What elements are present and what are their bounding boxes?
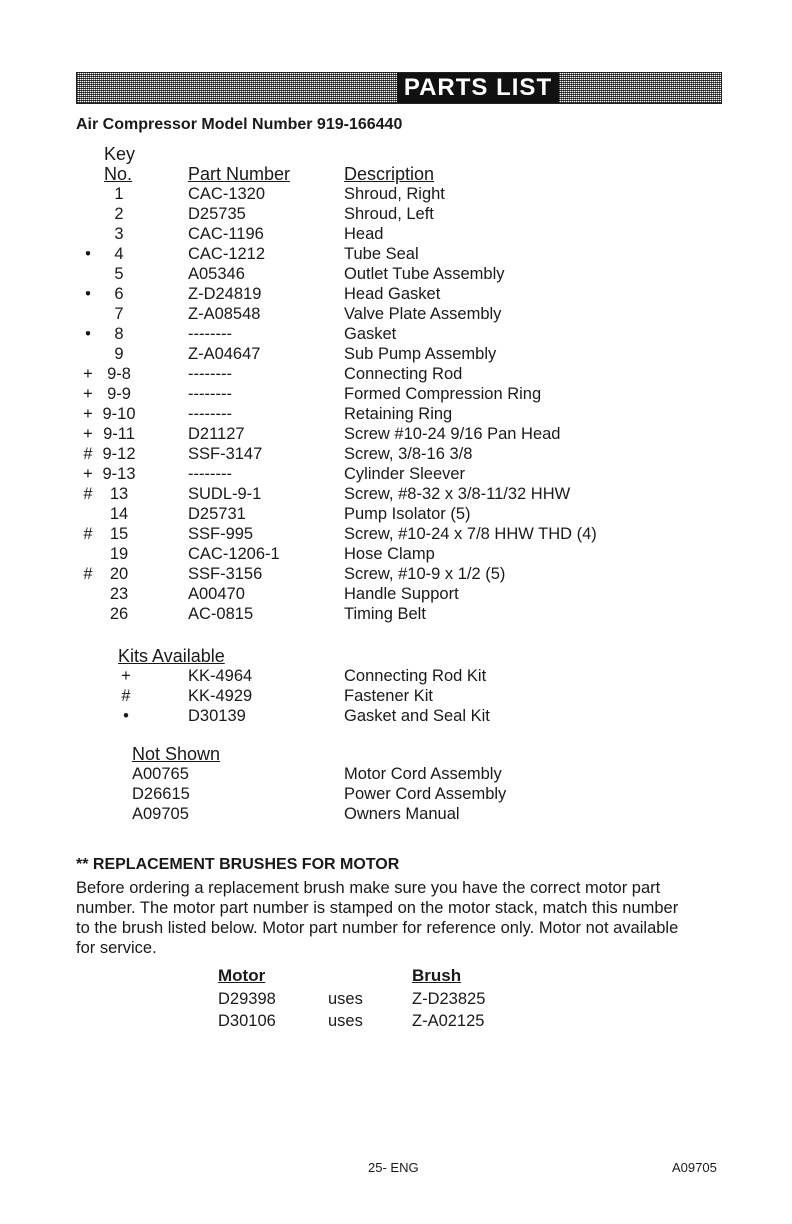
- parts-row: [0, 584, 792, 604]
- part-number: --------: [188, 385, 232, 403]
- part-description: Sub Pump Assembly: [344, 345, 497, 363]
- part-number: Z-A04647: [188, 345, 261, 363]
- part-number: SSF-3147: [188, 445, 263, 463]
- row-marker: #: [83, 445, 93, 463]
- part-description: Outlet Tube Assembly: [344, 265, 505, 283]
- parts-row: [0, 384, 792, 404]
- model-number-heading: Air Compressor Model Number 919-166440: [76, 116, 403, 133]
- parts-row: [0, 224, 792, 244]
- part-number: SSF-3156: [188, 565, 263, 583]
- part-description: Tube Seal: [344, 245, 419, 263]
- parts-row: [0, 444, 792, 464]
- brush-number: Z-A02125: [412, 1012, 485, 1030]
- part-number: Z-D24819: [188, 285, 262, 303]
- parts-row: [0, 244, 792, 264]
- kit-part-number: KK-4929: [188, 687, 253, 705]
- key-number: 9-10: [102, 405, 136, 423]
- part-description: Head: [344, 225, 384, 243]
- parts-row: [0, 404, 792, 424]
- parts-row: [0, 504, 792, 524]
- key-number: 3: [114, 225, 124, 243]
- key-number: 9: [114, 345, 124, 363]
- parts-list-banner: [76, 72, 722, 104]
- key-number: 6: [114, 285, 124, 303]
- uses-label: uses: [328, 990, 363, 1008]
- kits-available-title: Kits Available: [118, 646, 225, 666]
- motor-brush-table: [0, 988, 792, 1032]
- part-number: AC-0815: [188, 605, 254, 623]
- part-description: Screw, #10-9 x 1/2 (5): [344, 565, 506, 583]
- part-description: Cylinder Sleever: [344, 465, 466, 483]
- kit-part-number: D30139: [188, 707, 246, 725]
- motor-header: Motor: [218, 966, 266, 985]
- part-description: Gasket: [344, 325, 397, 343]
- part-description: Screw, 3/8-16 3/8: [344, 445, 473, 463]
- header-no: No.: [104, 164, 133, 184]
- part-number: A00470: [188, 585, 245, 603]
- row-marker: •: [85, 245, 91, 263]
- parts-row: [0, 304, 792, 324]
- row-marker: +: [83, 365, 93, 383]
- parts-row: [0, 524, 792, 544]
- part-description: Shroud, Left: [344, 205, 434, 223]
- not-shown-part-number: D26615: [132, 785, 190, 803]
- parts-row: [0, 344, 792, 364]
- kit-row: [0, 686, 792, 706]
- part-number: D21127: [188, 425, 245, 443]
- parts-row: [0, 564, 792, 584]
- part-description: Handle Support: [344, 585, 459, 603]
- part-description: Formed Compression Ring: [344, 385, 542, 403]
- parts-row: [0, 184, 792, 204]
- parts-row: [0, 284, 792, 304]
- brush-number: Z-D23825: [412, 990, 486, 1008]
- part-number: Z-A08548: [188, 305, 261, 323]
- row-marker: #: [83, 525, 93, 543]
- key-number: 9-13: [102, 465, 136, 483]
- kit-row: [0, 706, 792, 726]
- part-number: SUDL-9-1: [188, 485, 262, 503]
- header-part-number: Part Number: [188, 164, 291, 184]
- key-number: 26: [109, 605, 129, 623]
- key-number: 23: [109, 585, 129, 603]
- part-number: SSF-995: [188, 525, 254, 543]
- part-description: Hose Clamp: [344, 545, 435, 563]
- not-shown-title: Not Shown: [132, 744, 221, 764]
- not-shown-row: [0, 764, 792, 784]
- row-marker: •: [85, 285, 91, 303]
- part-number: A05346: [188, 265, 245, 283]
- kit-row: [0, 666, 792, 686]
- part-number: D25731: [188, 505, 246, 523]
- key-number: 2: [114, 205, 124, 223]
- part-number: --------: [188, 465, 232, 483]
- key-number: 9-12: [102, 445, 136, 463]
- key-number: 1: [114, 185, 124, 203]
- part-number: CAC-1206-1: [188, 545, 280, 563]
- uses-label: uses: [328, 1012, 363, 1030]
- part-description: Connecting Rod: [344, 365, 463, 383]
- not-shown-part-number: A09705: [132, 805, 189, 823]
- key-number: 19: [109, 545, 129, 563]
- motor-brush-row: [0, 1010, 792, 1032]
- page-number: 25- ENG: [368, 1160, 419, 1175]
- key-number: 9-9: [107, 385, 131, 403]
- kit-description: Fastener Kit: [344, 687, 433, 705]
- part-number: --------: [188, 325, 232, 343]
- parts-row: [0, 604, 792, 624]
- not-shown-description: Motor Cord Assembly: [344, 765, 502, 783]
- brushes-paragraph: Before ordering a replacement brush make sure you have the correct motor part number. The motor part number is stamped on the motor stack, match this number to the brush listed below. Motor part number for reference only. Motor not available for service.: [76, 879, 679, 957]
- parts-row: [0, 324, 792, 344]
- kit-part-number: KK-4964: [188, 667, 253, 685]
- motor-brush-row: [0, 988, 792, 1010]
- banner-title: PARTS LIST: [397, 73, 559, 103]
- header-description: Description: [344, 164, 435, 184]
- key-number: 9-8: [107, 365, 131, 383]
- part-description: Screw, #8-32 x 3/8-11/32 HHW: [344, 485, 571, 503]
- row-marker: +: [83, 425, 93, 443]
- parts-row: [0, 364, 792, 384]
- key-number: 20: [109, 565, 129, 583]
- document-id: A09705: [672, 1160, 717, 1175]
- key-number: 5: [114, 265, 124, 283]
- not-shown-description: Owners Manual: [344, 805, 460, 823]
- part-description: Pump Isolator (5): [344, 505, 471, 523]
- motor-number: D29398: [218, 990, 276, 1008]
- kit-description: Gasket and Seal Kit: [344, 707, 490, 725]
- kit-marker: •: [123, 707, 129, 725]
- part-number: CAC-1196: [188, 225, 264, 243]
- row-marker: +: [83, 385, 93, 403]
- not-shown-description: Power Cord Assembly: [344, 785, 507, 803]
- key-number: 8: [114, 325, 124, 343]
- part-description: Head Gasket: [344, 285, 441, 303]
- parts-table: [0, 184, 792, 624]
- row-marker: #: [83, 485, 93, 503]
- row-marker: +: [83, 405, 93, 423]
- key-number: 14: [109, 505, 129, 523]
- part-number: --------: [188, 405, 232, 423]
- header-key: Key: [104, 144, 136, 164]
- not-shown-table: [0, 764, 792, 824]
- part-description: Valve Plate Assembly: [344, 305, 502, 323]
- part-description: Screw, #10-24 x 7/8 HHW THD (4): [344, 525, 597, 543]
- not-shown-row: [0, 784, 792, 804]
- row-marker: •: [85, 325, 91, 343]
- parts-row: [0, 204, 792, 224]
- brush-header: Brush: [412, 966, 462, 985]
- motor-number: D30106: [218, 1012, 276, 1030]
- part-description: Shroud, Right: [344, 185, 445, 203]
- key-number: 13: [109, 485, 129, 503]
- part-description: Screw #10-24 9/16 Pan Head: [344, 425, 561, 443]
- part-number: --------: [188, 365, 232, 383]
- kits-table: [0, 666, 792, 726]
- part-number: D25735: [188, 205, 246, 223]
- part-description: Retaining Ring: [344, 405, 453, 423]
- kit-description: Connecting Rod Kit: [344, 667, 487, 685]
- part-description: Timing Belt: [344, 605, 426, 623]
- parts-row: [0, 424, 792, 444]
- row-marker: +: [83, 465, 93, 483]
- parts-row: [0, 264, 792, 284]
- key-number: 15: [109, 525, 129, 543]
- parts-row: [0, 464, 792, 484]
- key-number: 7: [114, 305, 124, 323]
- key-number: 4: [114, 245, 124, 263]
- part-number: CAC-1212: [188, 245, 266, 263]
- key-number: 9-11: [103, 425, 135, 443]
- kit-marker: +: [121, 667, 131, 685]
- parts-row: [0, 484, 792, 504]
- not-shown-row: [0, 804, 792, 824]
- parts-row: [0, 544, 792, 564]
- kit-marker: #: [121, 687, 131, 705]
- row-marker: #: [83, 565, 93, 583]
- part-number: CAC-1320: [188, 185, 266, 203]
- brushes-title: ** REPLACEMENT BRUSHES FOR MOTOR: [76, 856, 400, 873]
- not-shown-part-number: A00765: [132, 765, 189, 783]
